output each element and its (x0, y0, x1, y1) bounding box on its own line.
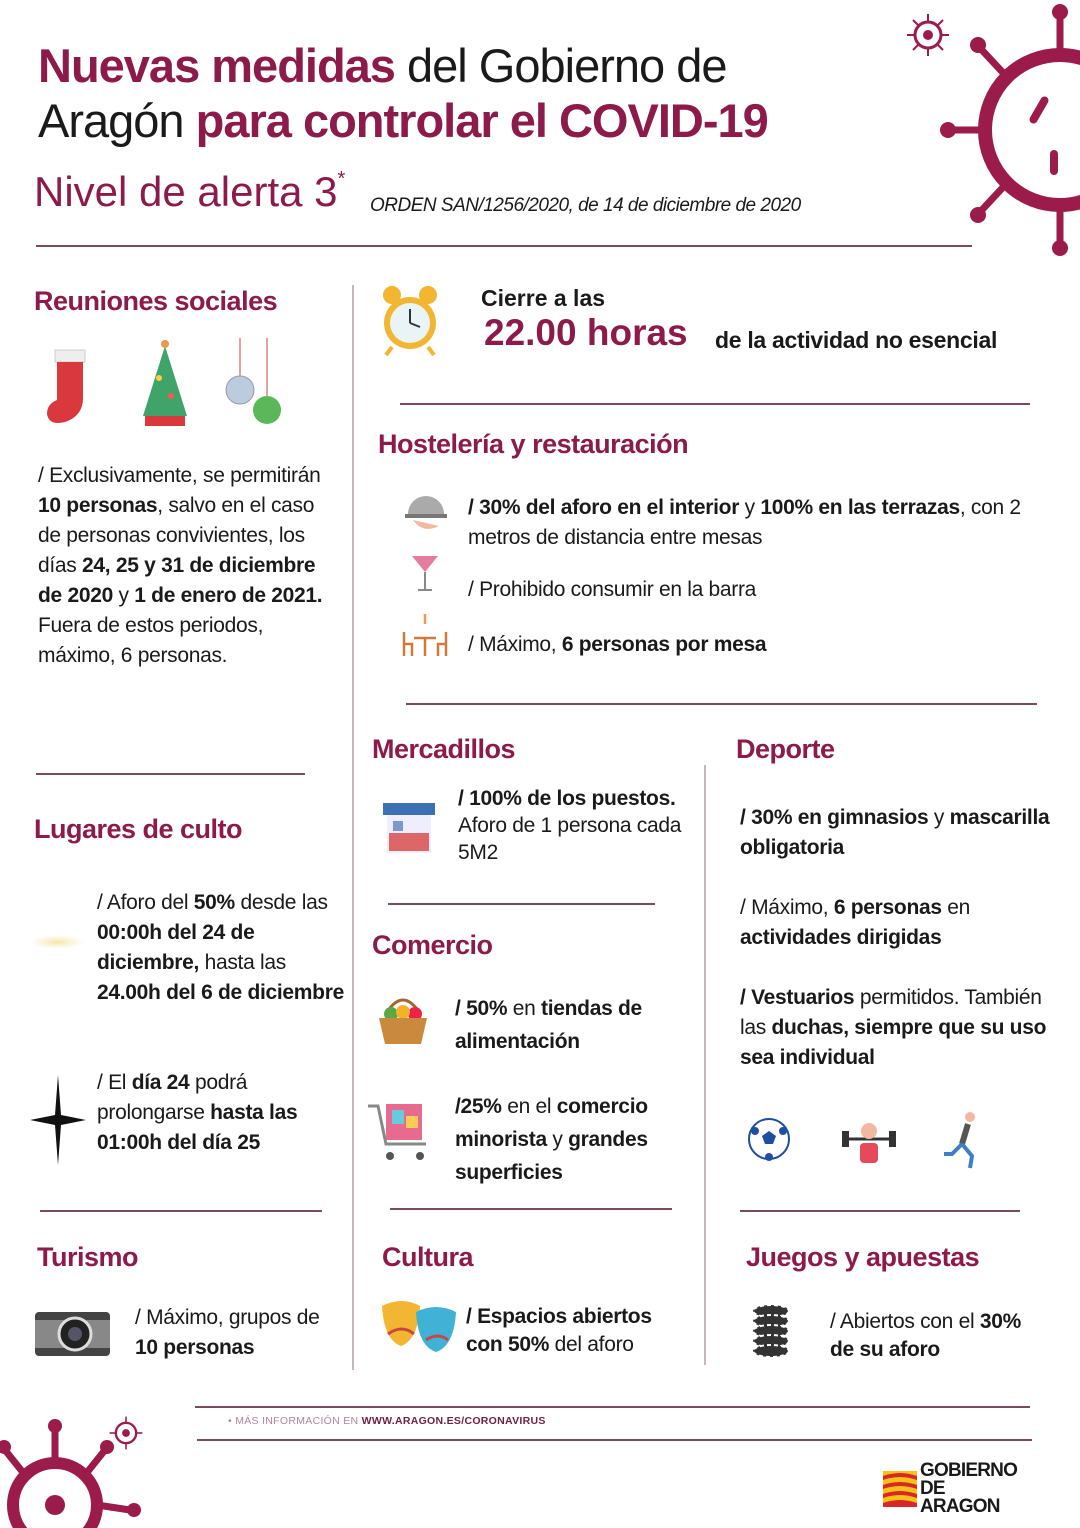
culto-text-2 (97, 1068, 342, 1158)
section-divider (400, 403, 1030, 405)
aragon-flag-icon (883, 1471, 917, 1507)
title-line-1 (38, 38, 768, 93)
section-title-mercadillos: Mercadillos (372, 734, 516, 764)
juegos-text (830, 1308, 1030, 1364)
text-segment: / Máximo, (468, 633, 562, 656)
text-bold: / 50% (455, 997, 508, 1020)
deporte-item-1 (740, 803, 1060, 863)
text-segment: y (739, 496, 761, 519)
section-divider (406, 703, 1037, 705)
alert-asterisk: * (337, 168, 346, 190)
text-bold: / 30% del aforo en el interior (468, 496, 740, 519)
section-divider (740, 1210, 1020, 1212)
food-basket-icon (377, 992, 429, 1046)
text-bold: 10 personas (135, 1336, 255, 1359)
comercio-item-1 (455, 992, 695, 1058)
text-bold: 6 personas (833, 896, 942, 919)
section-title-hosteleria: Hostelería y restauración (378, 429, 689, 459)
section-title-deporte: Deporte (736, 734, 835, 764)
small-virus-icon (108, 1415, 144, 1451)
section-title-juegos: Juegos y apuestas (746, 1242, 980, 1272)
virus-icon (940, 0, 1080, 260)
text-segment: / Prohibido consumir en la barra (468, 578, 757, 601)
text-segment: podrá prolongarse (97, 1071, 248, 1124)
text-bold: para controlar el COVID-19 (195, 94, 768, 147)
more-info-label: MÁS INFORMACIÓN EN (235, 1415, 362, 1427)
column-divider (704, 765, 706, 1365)
glow-icon (30, 935, 85, 949)
hosteleria-item (468, 493, 1038, 553)
alarm-clock-icon (380, 283, 440, 358)
text-segment: y (546, 1128, 569, 1151)
section-title-cultura: Cultura (382, 1242, 473, 1272)
section-divider (390, 1208, 672, 1210)
closing-rest: de la actividad no esencial (715, 327, 998, 353)
table-chairs-icon (400, 612, 450, 657)
text-segment: hasta las (199, 951, 286, 974)
hosteleria-item (468, 575, 1038, 605)
text-bold: 00:00h del 24 de diciembre, (97, 921, 255, 974)
runner-icon (942, 1110, 982, 1170)
weightlifting-icon (838, 1117, 900, 1167)
closing-line-1: Cierre a las (481, 285, 606, 311)
footer-divider (195, 1406, 1030, 1408)
text-segment: / Aforo del (97, 891, 194, 914)
shopping-cart-icon (366, 1100, 432, 1166)
text-segment: desde las (234, 891, 328, 914)
text-bold: 6 personas por mesa (561, 633, 767, 656)
section-title-comercio: Comercio (372, 930, 493, 960)
text-segment: Fuera de estos periodos, máximo, 6 personas. (38, 614, 264, 667)
text-segment: / El (97, 1071, 132, 1094)
text-bold: día 24 (131, 1071, 190, 1094)
section-title-reuniones: Reuniones sociales (34, 286, 278, 316)
order-reference: ORDEN SAN/1256/2020, de 14 de diciembre de 2020 (370, 195, 801, 216)
text-bold: duchas, siempre que su uso sea individual (740, 1016, 1047, 1069)
market-stall-icon (383, 803, 435, 855)
christmas-ornaments-icon (222, 338, 284, 428)
text-segment: del aforo (549, 1333, 634, 1356)
reuniones-text (38, 461, 328, 671)
text-segment: y (112, 584, 135, 607)
text-bold: /25% (455, 1095, 502, 1118)
cocktail-icon (410, 550, 440, 595)
soccer-ball-icon (747, 1117, 791, 1161)
text-segment: , salvo en el caso de personas convivientes, los días (38, 494, 315, 577)
section-divider (40, 1210, 322, 1212)
text-segment: del Gobierno de (394, 39, 727, 92)
christmas-tree-icon (135, 338, 195, 428)
text-segment: en el (501, 1095, 557, 1118)
text-bold: / Espacios abiertos con 50% (466, 1305, 652, 1356)
small-virus-icon (905, 12, 951, 58)
text-bold: 10 personas (38, 494, 158, 517)
logo-text: GOBIERNO DE ARAGON (920, 1460, 1018, 1517)
theater-masks-icon (380, 1300, 458, 1354)
sparkle-star-icon (30, 1075, 86, 1165)
text-bold: 1 de enero de 2021. (134, 584, 323, 607)
text-bold: / 100% de los puestos. (458, 787, 676, 810)
header-divider (36, 245, 972, 247)
footer-divider (197, 1439, 1032, 1441)
text-segment: , con 2 metros de distancia entre mesas (468, 496, 1021, 549)
cloche-icon (405, 490, 447, 534)
alert-level (34, 168, 345, 216)
text-bold: mascarilla obligatoria (740, 806, 1050, 859)
column-divider (352, 285, 354, 1370)
more-info: • MÁS INFORMACIÓN EN WWW.ARAGON.ES/CORONAVIRUS (228, 1415, 546, 1427)
alert-level-text: Nivel de alerta 3 (34, 168, 338, 215)
gobierno-aragon-logo (883, 1462, 1038, 1516)
text-bold: / 30% en gimnasios (740, 806, 929, 829)
text-segment: en (507, 997, 542, 1020)
text-bold: Nuevas medidas (38, 39, 395, 92)
turismo-text (135, 1303, 335, 1363)
comercio-item-2 (455, 1090, 695, 1189)
text-segment: permitidos. También las (740, 986, 1042, 1039)
text-segment: Aragón (38, 94, 196, 147)
text-segment: / Máximo, grupos de (135, 1306, 320, 1329)
text-segment: en (941, 896, 971, 919)
section-title-turismo: Turismo (37, 1242, 139, 1272)
text-bold: 30% de su aforo (830, 1310, 1021, 1361)
text-segment: Aforo de 1 persona cada 5M2 (458, 814, 682, 864)
section-divider (36, 773, 305, 775)
text-bold: / Vestuarios (740, 986, 855, 1009)
text-segment: / Exclusivamente, se permitirán (38, 464, 321, 487)
text-bold: comercio minorista (455, 1095, 648, 1151)
text-bold: hasta las 01:00h del día 25 (97, 1101, 298, 1154)
camera-icon (35, 1308, 110, 1356)
closing-time: 22.00 horas (484, 312, 688, 353)
text-bold: 50% (193, 891, 235, 914)
deporte-item-3 (740, 983, 1060, 1073)
title-line-2 (38, 93, 768, 148)
section-divider (388, 903, 655, 905)
deporte-item-2 (740, 893, 1060, 953)
page-title (38, 38, 768, 148)
text-segment: / Abiertos con el (830, 1310, 980, 1333)
text-segment: y (928, 806, 950, 829)
culto-text-1 (97, 888, 347, 1008)
casino-chips-icon (750, 1303, 792, 1359)
section-title-culto: Lugares de culto (34, 814, 243, 844)
hosteleria-item (468, 630, 1038, 660)
more-info-link[interactable]: WWW.ARAGON.ES/CORONAVIRUS (361, 1415, 546, 1427)
text-bold: 24, 25 y 31 de diciembre de 2020 (38, 554, 316, 607)
text-segment: / Máximo, (740, 896, 834, 919)
christmas-stocking-icon (45, 342, 95, 426)
text-bold: grandes superficies (455, 1128, 648, 1184)
mercadillos-text (458, 785, 683, 866)
text-bold: tiendas de alimentación (455, 997, 642, 1053)
text-bold: actividades dirigidas (740, 926, 942, 949)
text-bold: 100% en las terrazas (760, 496, 960, 519)
cultura-text (466, 1303, 691, 1359)
text-bold: 24.00h del 6 de diciembre (97, 981, 344, 1004)
